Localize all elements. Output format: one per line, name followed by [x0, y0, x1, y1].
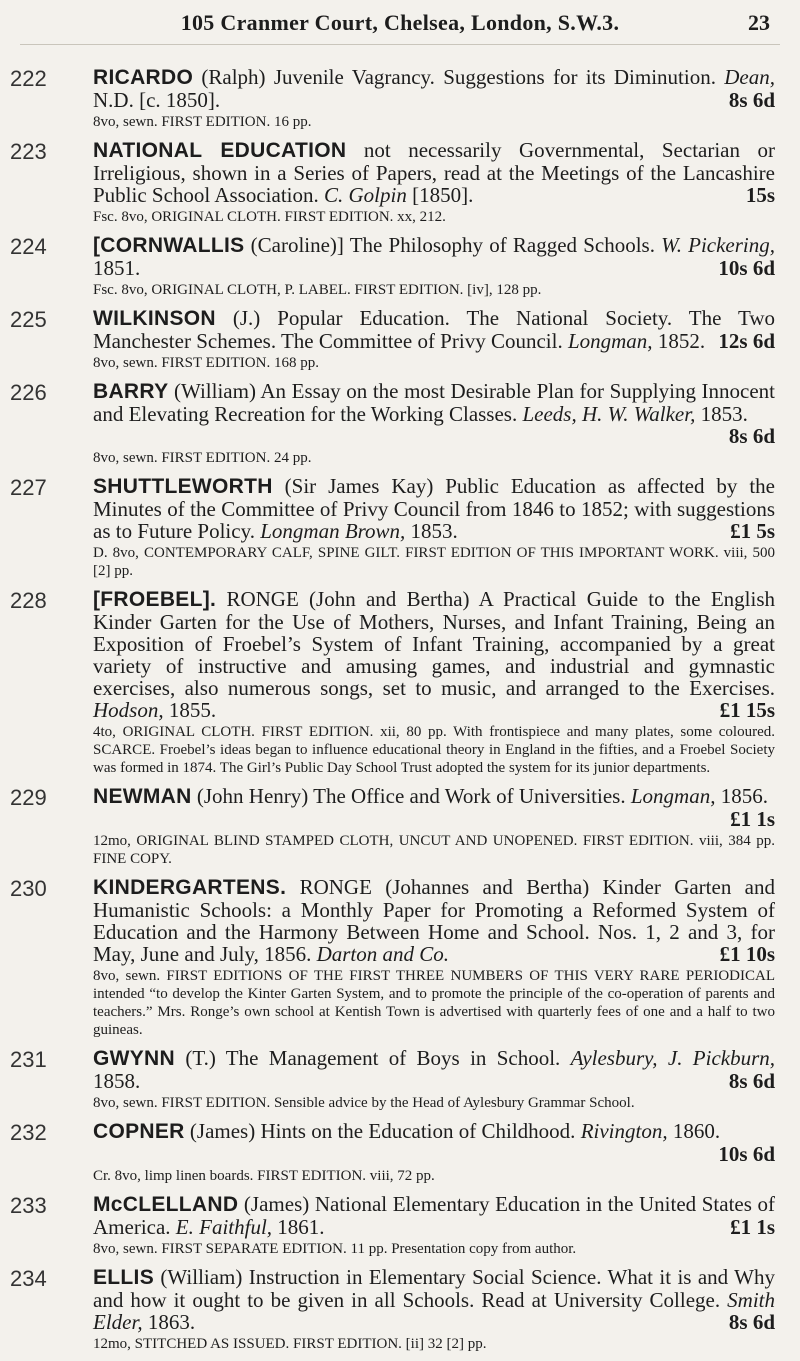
entry-publisher: C. Golpin — [324, 183, 407, 207]
entry-price: £1 10s — [719, 942, 775, 966]
entry-number: 232 — [10, 1120, 47, 1145]
entry-title: (Ralph) Juvenile Vagrancy. Suggestions for its Diminution. — [201, 65, 716, 89]
catalogue-entry — [0, 307, 800, 372]
entry-title: (Caroline)] The Philosophy of Ragged Schools. — [250, 233, 655, 257]
entry-title: (James) National Elementary Education in the United States of America. — [93, 1192, 776, 1239]
entry-title: (James) Hints on the Education of Childhood. — [189, 1119, 576, 1143]
entry-price: £1 15s — [719, 698, 775, 722]
entry-price: £1 1s — [730, 807, 775, 831]
entry-author: WILKINSON — [93, 307, 216, 330]
entry-text — [93, 66, 775, 111]
catalogue-entry — [0, 139, 800, 226]
entry-author: NEWMAN — [93, 785, 192, 808]
entry-number: 233 — [10, 1193, 47, 1218]
entry-date: [1850]. — [412, 183, 474, 207]
entry-description: Fsc. 8vo, ORIGINAL CLOTH. FIRST EDITION. xx, 212. — [93, 209, 446, 225]
header-divider — [20, 44, 780, 45]
entry-author: [CORNWALLIS — [93, 234, 245, 257]
entry-price: 10s 6d — [718, 256, 775, 280]
entry-publisher: Leeds, H. W. Walker, — [522, 402, 696, 426]
entry-title: not necessarily Governmental, Sectarian or Irreligious, shown in a Series of Papers, read at the Meetings of the Lancashire Public School Association. — [93, 138, 776, 207]
entry-publisher: Longman, — [630, 784, 716, 808]
entry-number: 227 — [10, 475, 47, 500]
entry-text — [93, 1266, 775, 1333]
page-number: 23 — [748, 10, 770, 35]
entry-text — [93, 475, 775, 542]
entry-publisher: Darton and Co. — [316, 942, 450, 966]
catalogue-entries — [0, 66, 800, 1361]
entry-text — [93, 1047, 775, 1092]
entry-text — [93, 1193, 775, 1238]
entry-date: 1853. — [700, 402, 748, 426]
entry-author: NATIONAL EDUCATION — [93, 139, 347, 162]
entry-author: COPNER — [93, 1120, 185, 1143]
catalogue-entry — [0, 380, 800, 467]
entry-number: 228 — [10, 588, 47, 613]
catalogue-entry — [0, 588, 800, 777]
entry-description: 8vo, sewn. FIRST SEPARATE EDITION. 11 pp. Presentation copy from author. — [93, 1241, 577, 1257]
entry-date: 1856. — [720, 784, 768, 808]
entry-publisher: W. Pickering, — [661, 233, 775, 257]
entry-author: GWYNN — [93, 1047, 175, 1070]
entry-text — [93, 380, 775, 447]
entry-publisher: Smith Elder, — [93, 1288, 775, 1334]
entry-publisher: E. Faithful, — [175, 1215, 273, 1239]
entry-price: 8s 6d — [728, 1069, 775, 1093]
entry-text — [93, 307, 775, 352]
entry-date: 1851. — [93, 256, 141, 280]
catalogue-entry — [0, 1266, 800, 1353]
entry-description: 8vo, sewn. FIRST EDITION. Sensible advice by the Head of Aylesbury Grammar School. — [93, 1095, 635, 1111]
page-title: 105 Cranmer Court, Chelsea, London, S.W.3. — [180, 10, 620, 35]
entry-number: 231 — [10, 1047, 47, 1072]
entry-description: 4to, ORIGINAL CLOTH. FIRST EDITION. xii, 80 pp. With frontispiece and many plates, some coloured. SCARCE. Froebel’s ideas began to influence educational theory in England in the fifties, and a Froebel Society was formed in 1874. The Girl’s Public Day School Trust adopted the system for its junior departments. — [93, 724, 775, 776]
entry-publisher: Longman Brown, — [260, 519, 406, 543]
entry-date: 1863. — [147, 1310, 196, 1334]
entry-number: 224 — [10, 234, 47, 259]
entry-text — [93, 234, 775, 279]
entry-description: 8vo, sewn. FIRST EDITION. 168 pp. — [93, 355, 319, 371]
catalogue-entry — [0, 785, 800, 868]
entry-title: (Sir James Kay) Public Education as affected by the Minutes of the Committee of Privy Council from 1846 to 1852; with suggestions as to Future Policy. — [93, 474, 775, 543]
entry-author: SHUTTLEWORTH — [93, 475, 273, 498]
entry-date: 1860. — [672, 1119, 721, 1143]
entry-description: Cr. 8vo, limp linen boards. FIRST EDITION. viii, 72 pp. — [93, 1168, 435, 1184]
entry-description: 12mo, STITCHED AS ISSUED. FIRST EDITION. [ii] 32 [2] pp. — [93, 1336, 487, 1352]
entry-text — [93, 1120, 775, 1165]
entry-text — [93, 876, 775, 965]
entry-price: 8s 6d — [728, 1310, 775, 1334]
entry-publisher: Dean, — [724, 65, 776, 89]
entry-date: 1858. — [93, 1069, 141, 1093]
entry-author: McCLELLAND — [93, 1193, 239, 1216]
entry-price: £1 5s — [730, 519, 775, 543]
entry-number: 230 — [10, 876, 47, 901]
entry-number: 223 — [10, 139, 47, 164]
entry-description: D. 8vo, CONTEMPORARY CALF, SPINE GILT. FIRST EDITION OF THIS IMPORTANT WORK. viii, 500 [2] pp. — [93, 545, 775, 579]
entry-title: (T.) The Management of Boys in School. — [185, 1046, 561, 1070]
entry-number: 225 — [10, 307, 47, 332]
entry-number: 234 — [10, 1266, 47, 1291]
entry-title: (J.) Popular Education. The National Society. The Two Manchester Schemes. The Committee of Privy Council. — [93, 306, 776, 353]
catalogue-entry — [0, 1120, 800, 1185]
entry-author: KINDERGARTENS. — [93, 876, 287, 899]
catalogue-entry — [0, 1193, 800, 1258]
entry-title: (William) Instruction in Elementary Social Science. What it is and Why and how it ought to be given in all Schools. Read at University College. — [93, 1265, 776, 1312]
entry-author: ELLIS — [93, 1266, 155, 1289]
entry-publisher: Rivington, — [580, 1119, 668, 1143]
entry-price: 12s 6d — [718, 329, 775, 353]
entry-author: RICARDO — [93, 66, 194, 89]
entry-price: 15s — [745, 183, 775, 207]
catalogue-entry — [0, 475, 800, 580]
entry-publisher: Hodson, — [93, 698, 164, 722]
entry-text — [93, 785, 775, 830]
entry-text — [93, 588, 775, 721]
entry-text — [93, 139, 775, 206]
entry-price: 8s 6d — [728, 88, 775, 112]
catalogue-entry — [0, 234, 800, 299]
entry-date: 1855. — [168, 698, 217, 722]
entry-description: 8vo, sewn. FIRST EDITIONS OF THE FIRST THREE NUMBERS OF THIS VERY RARE PERIODICAL intended “to develop the Kinter Garten System, and to promote the principle of the co-operation of parents and teachers.” Mrs. Ronge’s own school at Kentish Town is advertised with quarterly fees of one and a half to two guineas. — [93, 968, 775, 1038]
entry-number: 222 — [10, 66, 47, 91]
page-header — [0, 0, 800, 50]
entry-price: £1 1s — [730, 1215, 775, 1239]
entry-date: 1861. — [277, 1215, 325, 1239]
entry-description: 8vo, sewn. FIRST EDITION. 16 pp. — [93, 114, 312, 130]
entry-number: 226 — [10, 380, 47, 405]
entry-number: 229 — [10, 785, 47, 810]
entry-date: 1852. — [657, 329, 706, 353]
entry-title: RONGE (John and Bertha) A Practical Guide to the English Kinder Garten for the Use of Mothers, Nurses, and Infant Training, Being an Exposition of Froebel’s System of Infant Training, accompanied by a great variety of instructive and amusing games, and industrial and gymnastic exercises, also numerous songs, set to music, and arranged to the Exercises. — [93, 587, 775, 700]
entry-description: Fsc. 8vo, ORIGINAL CLOTH, P. LABEL. FIRST EDITION. [iv], 128 pp. — [93, 282, 542, 298]
entry-author: [FROEBEL]. — [93, 588, 217, 611]
entry-date: 1853. — [410, 519, 458, 543]
catalogue-entry — [0, 1047, 800, 1112]
entry-publisher: Aylesbury, J. Pickburn, — [570, 1046, 776, 1070]
catalogue-entry — [0, 66, 800, 131]
entry-publisher: Longman, — [567, 329, 653, 353]
entry-date: N.D. [c. 1850]. — [93, 88, 221, 112]
entry-title: (John Henry) The Office and Work of Universities. — [196, 784, 626, 808]
catalogue-entry — [0, 876, 800, 1039]
entry-description: 8vo, sewn. FIRST EDITION. 24 pp. — [93, 450, 312, 466]
entry-description: 12mo, ORIGINAL BLIND STAMPED CLOTH, UNCUT AND UNOPENED. FIRST EDITION. viii, 384 pp. FINE COPY. — [93, 833, 775, 867]
entry-author: BARRY — [93, 380, 169, 403]
entry-title: RONGE (Johannes and Bertha) Kinder Garten and Humanistic Schools: a Monthly Paper for Promoting a Reformed System of Education and the Harmony Between Home and School. Nos. 1, 2 and 3, for May, June and July, 1856. — [93, 875, 775, 966]
entry-price: 10s 6d — [718, 1142, 775, 1166]
entry-price: 8s 6d — [728, 424, 775, 448]
entry-title: (William) An Essay on the most Desirable Plan for Supplying Innocent and Elevating Recreation for the Working Classes. — [93, 379, 776, 426]
